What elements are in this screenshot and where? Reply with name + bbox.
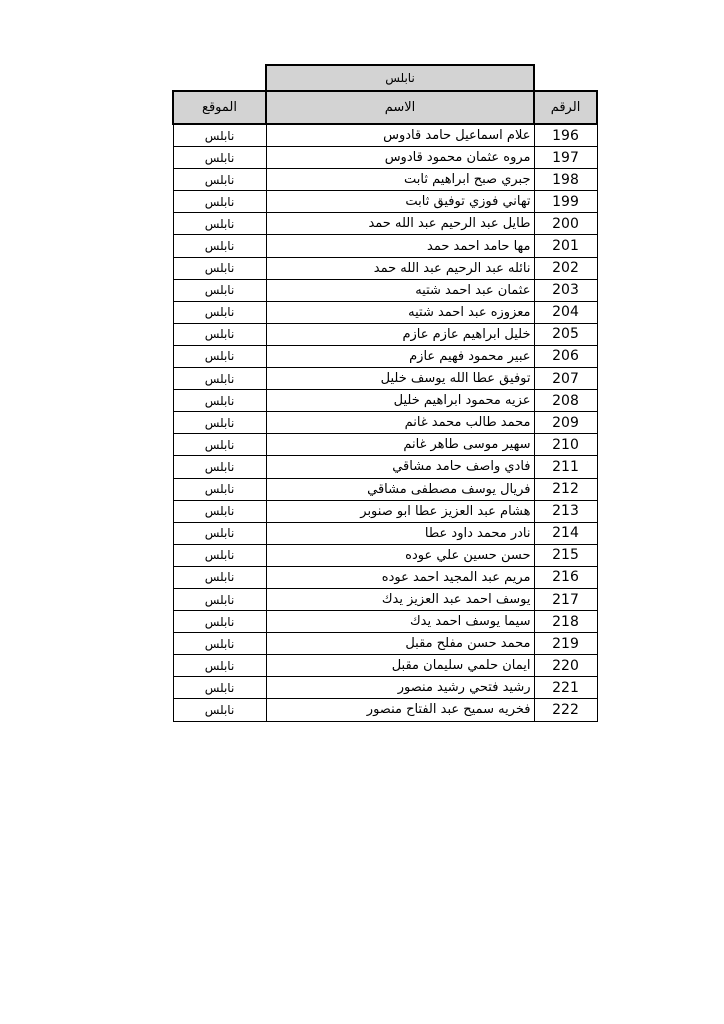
- row-number-cell: 218: [534, 611, 597, 633]
- row-location-cell: نابلس: [173, 301, 266, 323]
- table-row: [173, 235, 597, 257]
- row-number-cell: 197: [534, 147, 597, 169]
- row-location-cell: نابلس: [173, 124, 266, 147]
- row-location-cell: نابلس: [173, 368, 266, 390]
- row-number-cell: 211: [534, 456, 597, 478]
- row-name-cell: فريال يوسف مصطفى مشاقي: [266, 478, 534, 500]
- row-number-cell: 204: [534, 301, 597, 323]
- row-number-cell: 219: [534, 633, 597, 655]
- row-location-cell: نابلس: [173, 699, 266, 721]
- row-location-cell: نابلس: [173, 544, 266, 566]
- row-number-cell: 220: [534, 655, 597, 677]
- row-number-cell: 196: [534, 124, 597, 147]
- top-spacer-left: [173, 65, 266, 91]
- row-name-cell: مريم عبد المجيد احمد عوده: [266, 566, 534, 588]
- row-name-cell: فخريه سميح عبد الفتاح منصور: [266, 699, 534, 721]
- column-header-location: الموقع: [173, 91, 266, 124]
- row-number-cell: 210: [534, 434, 597, 456]
- table-row: [173, 566, 597, 588]
- row-name-cell: فادي واصف حامد مشاقي: [266, 456, 534, 478]
- row-name-cell: تهاني فوزي توفيق ثابت: [266, 191, 534, 213]
- row-number-cell: 213: [534, 500, 597, 522]
- roster-table: [172, 64, 598, 722]
- row-name-cell: محمد حسن مفلح مقبل: [266, 633, 534, 655]
- row-number-cell: 207: [534, 368, 597, 390]
- row-location-cell: نابلس: [173, 191, 266, 213]
- row-location-cell: نابلس: [173, 677, 266, 699]
- row-number-cell: 215: [534, 544, 597, 566]
- row-location-cell: نابلس: [173, 390, 266, 412]
- row-location-cell: نابلس: [173, 478, 266, 500]
- row-name-cell: توفيق عطا الله يوسف خليل: [266, 368, 534, 390]
- table-row: [173, 434, 597, 456]
- row-name-cell: عبير محمود فهيم عازم: [266, 345, 534, 367]
- row-number-cell: 198: [534, 169, 597, 191]
- row-name-cell: علام اسماعيل حامد قادوس: [266, 124, 534, 147]
- table-row: [173, 456, 597, 478]
- table-row: [173, 611, 597, 633]
- row-number-cell: 209: [534, 412, 597, 434]
- row-number-cell: 202: [534, 257, 597, 279]
- top-spacer-right: [534, 65, 597, 91]
- table-row: [173, 655, 597, 677]
- row-number-cell: 203: [534, 279, 597, 301]
- table-row: [173, 279, 597, 301]
- row-name-cell: عثمان عبد احمد شتيه: [266, 279, 534, 301]
- row-number-cell: 221: [534, 677, 597, 699]
- row-number-cell: 208: [534, 390, 597, 412]
- row-location-cell: نابلس: [173, 655, 266, 677]
- table-row: [173, 257, 597, 279]
- row-number-cell: 200: [534, 213, 597, 235]
- row-location-cell: نابلس: [173, 611, 266, 633]
- column-header-num: الرقم: [534, 91, 597, 124]
- row-number-cell: 217: [534, 588, 597, 610]
- row-name-cell: نادر محمد داود عطا: [266, 522, 534, 544]
- table-row: [173, 169, 597, 191]
- row-location-cell: نابلس: [173, 323, 266, 345]
- table-row: [173, 500, 597, 522]
- top-header-row: [173, 65, 597, 91]
- row-location-cell: نابلس: [173, 456, 266, 478]
- row-location-cell: نابلس: [173, 633, 266, 655]
- table-row: [173, 544, 597, 566]
- table-body: [173, 124, 597, 721]
- row-name-cell: طايل عبد الرحيم عبد الله حمد: [266, 213, 534, 235]
- table-row: [173, 699, 597, 721]
- row-name-cell: هشام عبد العزيز عطا ابو صنوبر: [266, 500, 534, 522]
- row-location-cell: نابلس: [173, 500, 266, 522]
- table-row: [173, 213, 597, 235]
- row-location-cell: نابلس: [173, 257, 266, 279]
- row-number-cell: 206: [534, 345, 597, 367]
- table-row: [173, 412, 597, 434]
- row-location-cell: نابلس: [173, 235, 266, 257]
- row-name-cell: معزوزه عبد احمد شتيه: [266, 301, 534, 323]
- table-row: [173, 191, 597, 213]
- table-row: [173, 677, 597, 699]
- row-name-cell: عزيه محمود ابراهيم خليل: [266, 390, 534, 412]
- table-row: [173, 301, 597, 323]
- row-name-cell: يوسف احمد عبد العزيز يدك: [266, 588, 534, 610]
- column-header-row: [173, 91, 597, 124]
- row-name-cell: سهير موسى طاهر غانم: [266, 434, 534, 456]
- row-location-cell: نابلس: [173, 412, 266, 434]
- table-row: [173, 323, 597, 345]
- row-name-cell: حسن حسين علي عوده: [266, 544, 534, 566]
- row-name-cell: ايمان حلمي سليمان مقبل: [266, 655, 534, 677]
- row-number-cell: 216: [534, 566, 597, 588]
- row-number-cell: 212: [534, 478, 597, 500]
- row-location-cell: نابلس: [173, 434, 266, 456]
- row-location-cell: نابلس: [173, 169, 266, 191]
- row-name-cell: مها حامد احمد حمد: [266, 235, 534, 257]
- row-location-cell: نابلس: [173, 566, 266, 588]
- table-row: [173, 633, 597, 655]
- row-location-cell: نابلس: [173, 345, 266, 367]
- row-number-cell: 222: [534, 699, 597, 721]
- row-location-cell: نابلس: [173, 588, 266, 610]
- table-row: [173, 345, 597, 367]
- row-name-cell: مروه عثمان محمود قادوس: [266, 147, 534, 169]
- row-name-cell: سيما يوسف احمد يدك: [266, 611, 534, 633]
- row-location-cell: نابلس: [173, 279, 266, 301]
- table-row: [173, 368, 597, 390]
- row-number-cell: 205: [534, 323, 597, 345]
- row-number-cell: 214: [534, 522, 597, 544]
- row-location-cell: نابلس: [173, 147, 266, 169]
- table-row: [173, 147, 597, 169]
- row-name-cell: نائله عبد الرحيم عبد الله حمد: [266, 257, 534, 279]
- row-number-cell: 201: [534, 235, 597, 257]
- column-header-name: الاسم: [266, 91, 534, 124]
- row-name-cell: رشيد فتحي رشيد منصور: [266, 677, 534, 699]
- top-header-cell: نابلس: [266, 65, 534, 91]
- table-row: [173, 588, 597, 610]
- row-location-cell: نابلس: [173, 213, 266, 235]
- row-name-cell: خليل ابراهيم عازم عازم: [266, 323, 534, 345]
- row-number-cell: 199: [534, 191, 597, 213]
- table-row: [173, 124, 597, 147]
- table-row: [173, 522, 597, 544]
- table-row: [173, 390, 597, 412]
- table-row: [173, 478, 597, 500]
- row-name-cell: محمد طالب محمد غانم: [266, 412, 534, 434]
- row-location-cell: نابلس: [173, 522, 266, 544]
- row-name-cell: جبري صبح ابراهيم ثابت: [266, 169, 534, 191]
